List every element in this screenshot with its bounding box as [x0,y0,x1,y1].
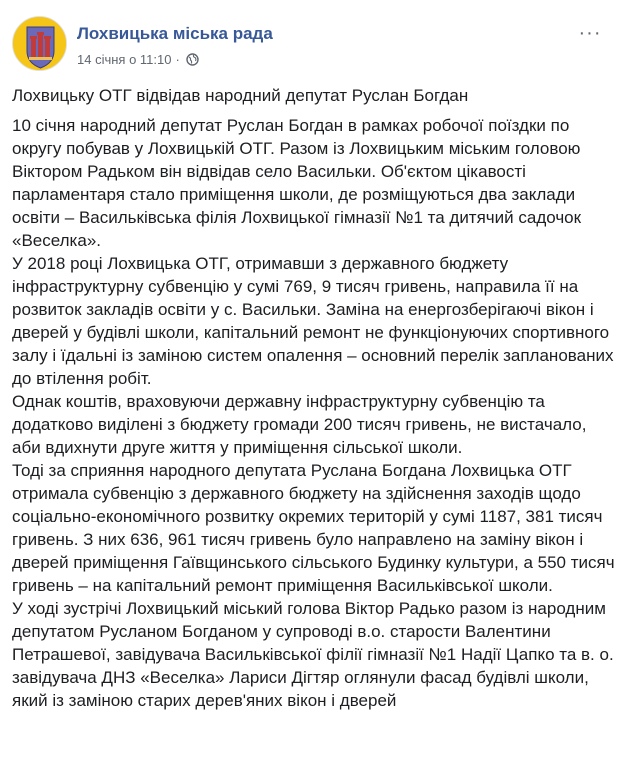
post-title: Лохвицьку ОТГ відвідав народний депутат Руслан Богдан [12,86,469,105]
page-avatar[interactable] [12,16,67,71]
post-timestamp[interactable]: 14 січня о 11:10 [77,52,172,67]
post-paragraph: Однак коштів, враховуючи державну інфраструктурну субвенцію та додатково виділені з бюджету громади 200 тисяч гривень, не вистачало, аби вдихнути друге життя у приміщення сільської школи. [12,392,587,457]
post-paragraph: У 2018 році Лохвицька ОТГ, отримавши з державного бюджету інфраструктурну субвенцію у сумі 769, 9 тисяч гривень, направила її на розвиток закладів освіти у с. Васильки. Заміна на енергозберігаючі вікон і дверей у будівлі школи, капітальний ремонт не функціонуючих спортивного залу і їдальні із заміною систем опалення – основний перелік запланованих до втілення робіт. [12,254,614,388]
globe-icon[interactable] [186,53,199,66]
post-paragraph: 10 січня народний депутат Руслан Богдан в рамках робочої поїздки по округу побував у Лохвицькій ОТГ. Разом із Лохвицьким міським головою Віктором Радьком він відвідав село Васильки. Об'єктом цікавості парламентаря стало приміщення школи, де розміщуються два заклади освіти – Васильківська філія Лохвицької гімназії №1 та дитячий садочок «Веселка». [12,116,582,250]
coat-of-arms-icon [13,17,67,71]
more-options-icon[interactable]: ··· [578,21,602,44]
post-paragraph: Тоді за сприяння народного депутата Руслана Богдана Лохвицька ОТГ отримала субвенцію з державного бюджету на здійснення заходів щодо соціально-економічного розвитку окремих територій у сумі 1187, 381 тисяч гривень. З них 636, 961 тисяч гривень було направлено на заміну вікон і дверей приміщення Гаївщинського сільського Будинку культури, а 550 тисяч гривень – на капітальний ремонт приміщення Васильківської школи. [12,461,615,595]
page-name-link[interactable]: Лохвицька міська рада [77,24,273,43]
post-meta [77,52,199,67]
meta-separator: · [175,52,180,67]
post-header [12,12,609,72]
post-body [12,114,618,712]
post-paragraph: У ході зустрічі Лохвицький міський голова Віктор Радько разом із народним депутатом Русланом Богданом у супроводі в.о. старости Валентини Петрашевої, завідувача Васильківської філії гімназії №1 Надії Цапко та в. о. завідувача ДНЗ «Веселка» Лариси Дігтяр оглянули фасад будівлі школи, який із заміною старих дерев'яних вікон і дверей [12,599,614,710]
